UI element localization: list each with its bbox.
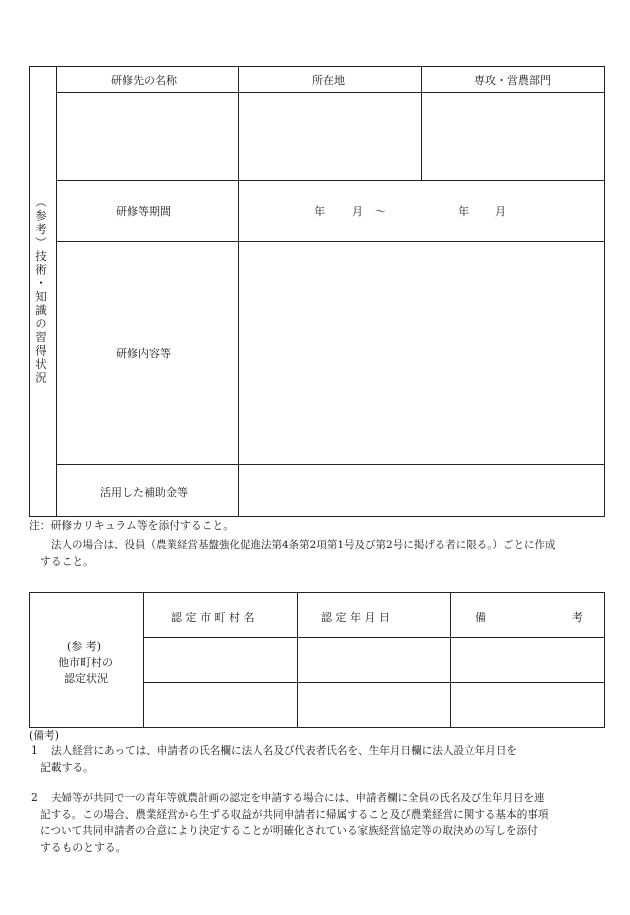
period-label: 研修等期間	[116, 205, 171, 218]
note-line-3: すること。	[40, 555, 94, 568]
content-label: 研修内容等	[116, 347, 171, 360]
header-cert-municipality: 認 定 市 町 村 名	[171, 611, 255, 624]
header-cert-date: 認 定 年 月 日	[321, 611, 390, 624]
period-year-2: 年	[458, 205, 469, 218]
header-location: 所在地	[312, 74, 345, 87]
remark-2-number: 2	[31, 791, 38, 804]
remark-2-line-3: について共同申請者の合意により決定することが明確化されている家族経営協定等の取決めの写しを添付	[40, 825, 538, 837]
remark-1-number: 1	[31, 744, 38, 757]
cert-left-label-2: 他市町村の	[58, 656, 113, 669]
period-year-1: 年	[314, 205, 325, 218]
remark-1-line-1: 法人経営にあっては、申請者の氏名欄に法人名及び代表者氏名を、生年月日欄に法人設立年月日を	[51, 745, 518, 757]
remark-2-line-2: 記する。この場合、農業経営から生ずる収益が共同申請者に帰属すること及び農業経営に関する基本的事項	[40, 809, 549, 821]
section-label: （参考）技術・知識の習得状況	[34, 196, 48, 385]
period-month-1: 月	[352, 205, 363, 218]
remark-1-line-2: 記載する。	[40, 761, 94, 774]
period-tilde: 〜	[375, 205, 386, 218]
remark-2-line-4: するものとする。	[40, 841, 127, 854]
header-specialty: 専攻・営農部門	[474, 74, 551, 87]
note-line-1: 注：研修カリキュラム等を添付すること。	[29, 519, 235, 532]
cert-left-label-1: (参 考)	[67, 640, 102, 653]
cert-left-label-3: 認定状況	[64, 672, 108, 685]
subsidy-label: 活用した補助金等	[100, 486, 188, 499]
remarks-heading: (備考)	[29, 729, 60, 742]
header-remarks-2: 考	[572, 611, 583, 624]
period-month-2: 月	[495, 205, 506, 218]
remark-2-line-1: 夫婦等が共同で一の青年等就農計画の認定を申請する場合には、申請者欄に全員の氏名及び生年月日を連	[51, 792, 545, 804]
header-remarks-1: 備	[475, 611, 486, 624]
note-line-2: 法人の場合は、役員（農業経営基盤強化促進法第4条第2項第1号及び第2号に掲げる者に限る。）ごとに作成	[51, 539, 556, 551]
header-training-name: 研修先の名称	[111, 74, 177, 87]
